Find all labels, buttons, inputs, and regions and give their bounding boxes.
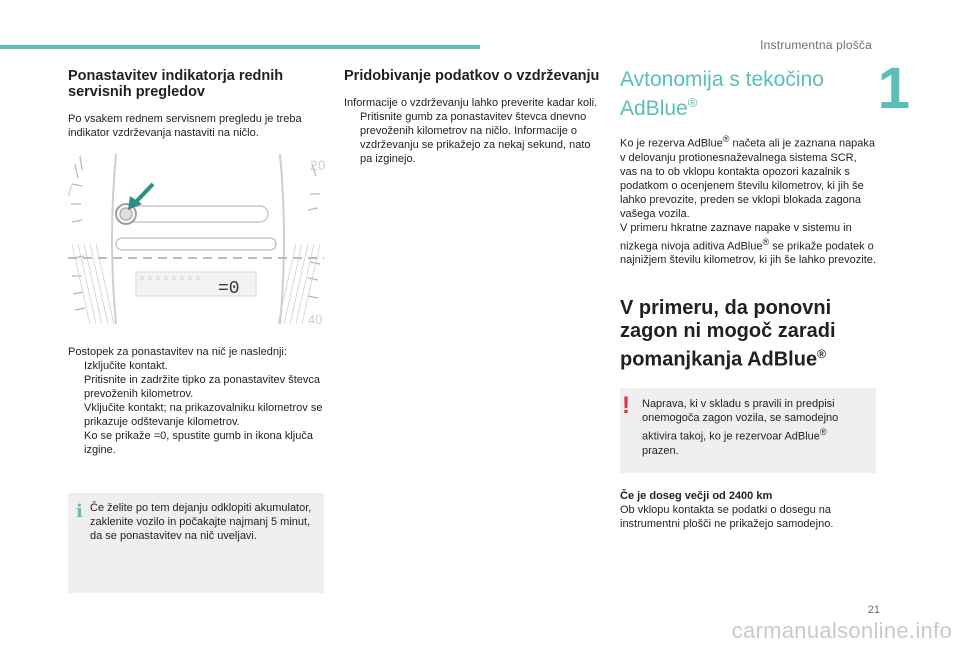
info-note-box [68,493,324,593]
column-adblue [620,68,876,531]
column-reset-indicator [68,68,324,593]
warning-note-text: Naprava, ki v skladu s pravili in predpisi onemogoča zagon vozila, se samodejno aktivira takoj, ko je rezervoar AdBlue® prazen. [642,397,839,457]
procedure-intro: Postopek za ponastavitev na nič je naslednji: [68,346,287,358]
svg-text:20: 20 [310,157,326,173]
adblue-paragraph-1: Ko je rezerva AdBlue® načeta ali je zaznana napaka v delovanju protionesnaževalnega sistema SCR, vas na to ob vklopu kontakta opozori kazalnik s podatkom o ocenjenem številu kilometrov, ki jih še lahko prevozite, preden se vklopi blokada zagona vašega vozila. [620,134,876,220]
header-accent-bar [0,45,480,49]
maintenance-steps [344,110,600,166]
maintenance-heading: Pridobivanje podatkov o vzdrževanju [344,68,600,84]
warning-note-box [620,388,876,473]
section-title: Instrumentna plošča [760,38,872,52]
warning-icon: ! [622,391,630,419]
svg-text:40: 40 [308,312,323,327]
list-item: Ko se prikaže =0, spustite gumb in ikona ključa izgine. [84,430,313,456]
procedure-steps [68,359,324,457]
list-item: Pritisnite gumb za ponastavitev števca dnevno prevoženih kilometrov na ničlo. Informacije o vzdrževanju se prikažejo za nekaj sekund, nato pa izginejo. [360,111,591,165]
instrument-panel-illustration [68,154,326,327]
range-subheading: Če je doseg večji od 2400 km [620,489,773,502]
watermark-text: carmanualsonline.info [731,618,952,643]
chapter-number: 1 [877,56,910,121]
svg-text:/: / [68,183,73,200]
reset-intro: Po vsakem rednem servisnem pregledu je treba indikator vzdrževanja nastaviti na ničlo. [68,113,302,139]
list-item: Vključite kontakt; na prikazovalniku kilometrov se prikazuje odštevanje kilometrov. [84,402,323,428]
maintenance-intro: Informacije o vzdrževanju lahko preverite kadar koli. [344,97,598,109]
restart-heading: V primeru, da ponovni zagon ni mogoč zaradi pomanjkanja AdBlue® [620,297,836,371]
display-zero-readout: =0 [218,279,240,299]
column-maintenance-info [344,68,600,166]
page-number: 21 [867,604,880,616]
list-item: Pritisnite in zadržite tipko za ponastavitev števca prevoženih kilometrov. [84,374,321,400]
range-text: Ob vklopu kontakta se podatki o dosegu na instrumentni plošči ne prikažejo samodejno. [620,503,834,530]
list-item: Izključite kontakt. [84,360,168,372]
adblue-heading: Avtonomija s tekočino AdBlue® [620,68,824,120]
adblue-paragraph-2: V primeru hkratne zaznave napake v sistemu in nizkega nivoja aditiva AdBlue® se prikaže podatek o najnižjem številu kilometrov, ki jih še lahko prevozite. [620,221,876,267]
info-note-text: Če želite po tem dejanju odklopiti akumulator, zaklenite vozilo in počakajte najmanj 5 minut, da se ponastavitev na nič uveljavi. [90,502,312,542]
info-icon: i [76,501,83,522]
reset-heading: Ponastavitev indikatorja rednih servisnih pregledov [68,68,284,100]
